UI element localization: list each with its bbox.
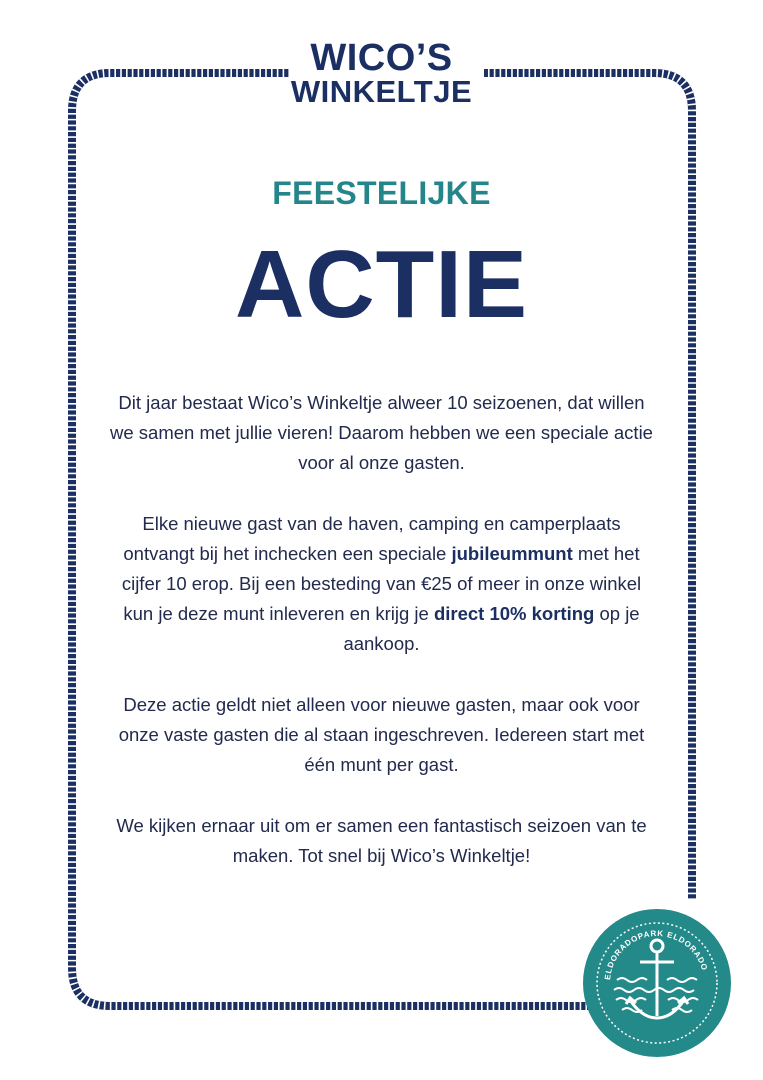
eldorado-badge — [582, 908, 732, 1058]
announcement-body — [105, 388, 658, 902]
offer-highlight-coin: jubileummunt — [451, 543, 573, 564]
paragraph-offer — [105, 509, 658, 659]
page-title: ACTIE — [235, 231, 528, 338]
logo-line-2: WINKELTJE — [290, 74, 473, 109]
paragraph-closing: We kijken ernaar uit om er samen een fantastisch seizoen van te maken. Tot snel bij Wico’s Winkeltje! — [116, 815, 647, 866]
offer-text-3: op je aankoop. — [343, 603, 640, 654]
offer-text-2: met het cijfer 10 erop. Bij een besteding van €25 of meer in onze winkel kun je deze munt inleveren en krijg je — [121, 543, 642, 624]
offer-highlight-discount: direct 10% korting — [433, 603, 595, 624]
subtitle: FEESTELIJKE — [272, 175, 491, 211]
badge-label: ELDORADOPARK ELDORADO — [603, 928, 710, 981]
paragraph-regulars: Deze actie geldt niet alleen voor nieuwe gasten, maar ook voor onze vaste gasten die al staan ingeschreven. Iedereen start met één munt per gast. — [118, 694, 645, 775]
brand-logo — [0, 37, 763, 109]
logo-line-1: WICO’S — [310, 37, 453, 79]
offer-text-1: Elke nieuwe gast van de haven, camping en camperplaats ontvangt bij het inchecken een speciale — [123, 513, 621, 564]
paragraph-intro: Dit jaar bestaat Wico’s Winkeltje alweer 10 seizoenen, dat willen we samen met jullie vieren! Daarom hebben we een speciale actie voor al onze gasten. — [110, 392, 653, 473]
